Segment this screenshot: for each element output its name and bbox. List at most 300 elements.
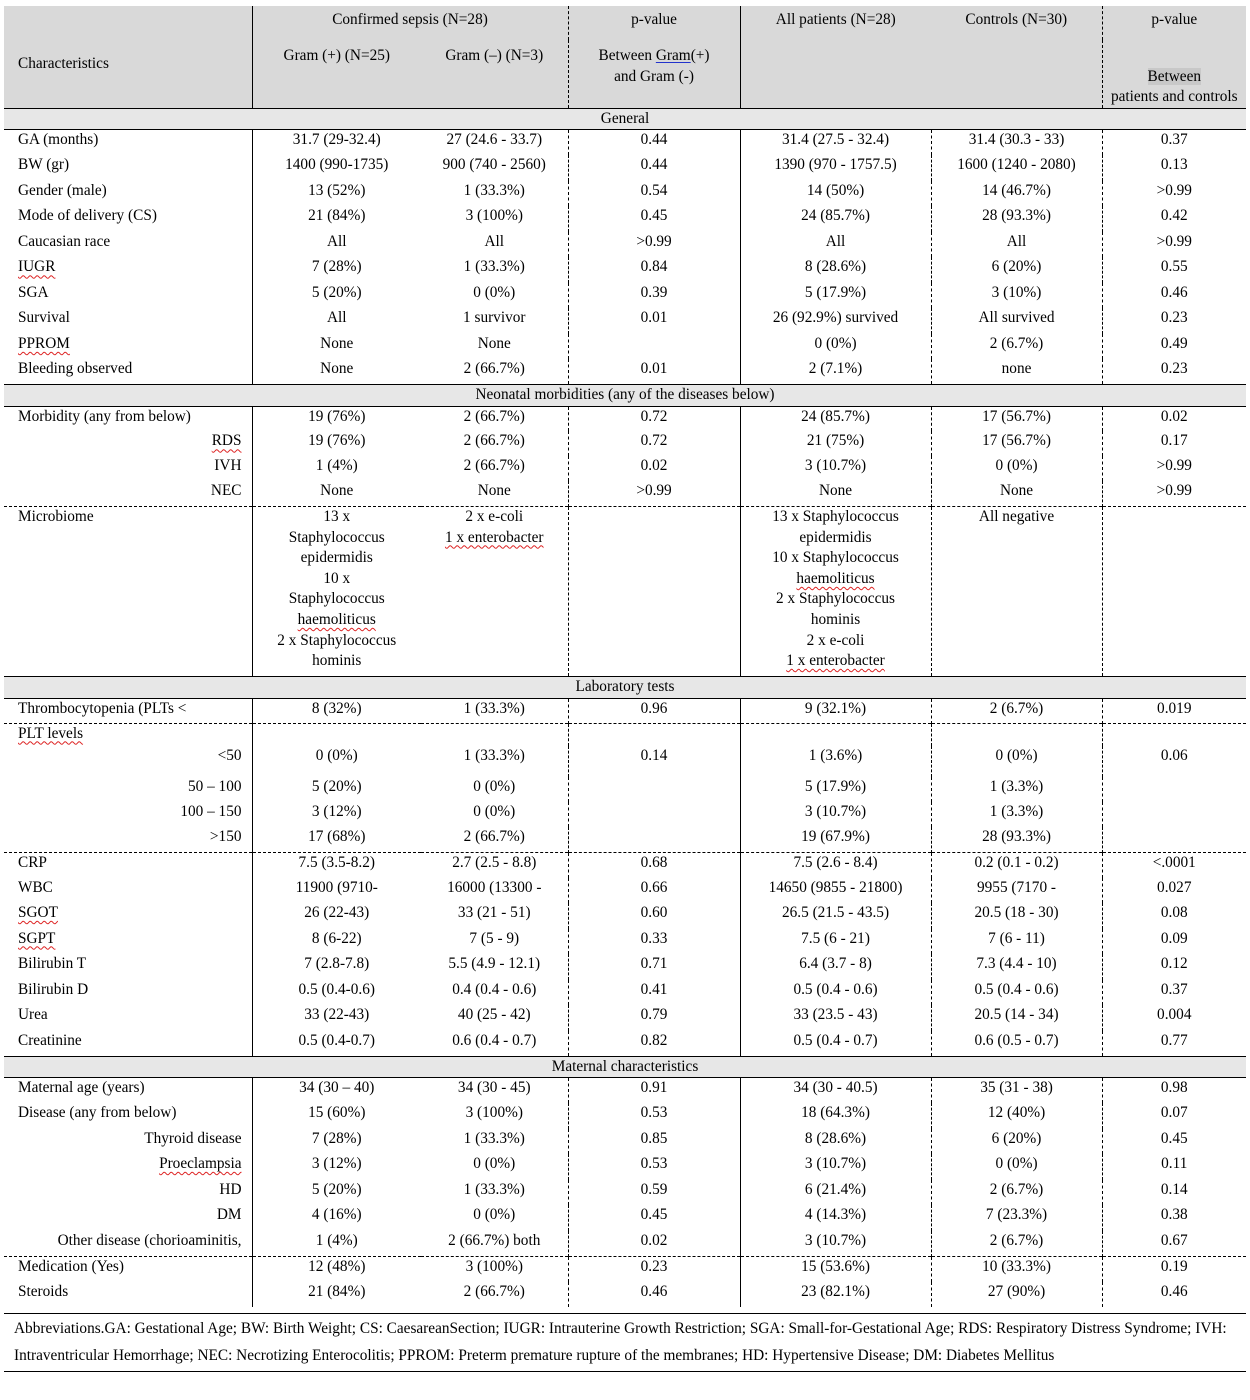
microbiome-line: epidermidis	[300, 549, 373, 567]
gram-negative-cell: 2.7 (2.5 - 8.8)	[421, 852, 568, 878]
gram-positive-cell: 21 (84%)	[252, 1282, 421, 1308]
controls-cell: 0 (0%)	[931, 746, 1102, 777]
gram-positive-cell: None	[252, 359, 421, 385]
pvalue-gram-cell: 0.60	[568, 903, 740, 929]
pvalue-gram-cell: 0.46	[568, 1282, 740, 1308]
table-row	[4, 723, 1246, 746]
pvalue-controls-cell: 0.55	[1102, 257, 1246, 283]
gram-negative-cell: All	[484, 232, 505, 250]
pvalue-gram-cell: >0.99	[568, 481, 740, 506]
pvalue-controls-cell: 0.019	[1102, 698, 1246, 723]
gram-positive-cell: 15 (60%)	[252, 1103, 421, 1129]
row-label: <50	[217, 747, 242, 765]
controls-cell: none	[931, 359, 1102, 385]
all-patients-cell: 6.4 (3.7 - 8)	[740, 954, 931, 980]
pvalue-gram-cell: 0.91	[568, 1078, 740, 1104]
pvalue-gram-cell: 0.72	[568, 431, 740, 456]
all-patients-cell: 26 (92.9%) survived	[740, 308, 931, 334]
table-row	[4, 746, 1246, 777]
pvalue-controls-cell: 0.11	[1102, 1154, 1246, 1180]
gram-negative-cell: 1 survivor	[463, 309, 526, 327]
all-patients-cell: 5 (17.9%)	[740, 777, 931, 802]
microbiome-line: epidermidis	[799, 528, 872, 546]
gram-negative-cell	[421, 506, 568, 676]
gram-negative-cell: 1 (33.3%)	[463, 258, 525, 276]
row-label: SGA	[18, 283, 49, 301]
controls-cell: 2 (6.7%)	[931, 1180, 1102, 1206]
table-row	[4, 1205, 1246, 1231]
pvalue-controls-cell: 0.77	[1102, 1031, 1246, 1057]
controls-cell: 9955 (7170 -	[931, 878, 1102, 904]
all-patients-cell: 8 (28.6%)	[740, 1129, 931, 1155]
gram-positive-cell: 0.5 (0.4-0.7)	[252, 1031, 421, 1057]
row-label: 100 – 150	[180, 803, 242, 821]
pvalue-gram-cell: 0.02	[568, 456, 740, 481]
gram-negative-cell: 2 (66.7%)	[463, 432, 525, 450]
pvalue-gram-cell: 0.79	[568, 1005, 740, 1031]
section-title: Maternal characteristics	[4, 1056, 1246, 1078]
controls-cell: 0.6 (0.5 - 0.7)	[931, 1031, 1102, 1057]
microbiome-line: haemoliticus	[297, 610, 376, 628]
gram-positive-cell: 8 (6-22)	[252, 929, 421, 955]
gram-positive-cell: 31.7 (29-32.4)	[252, 130, 421, 156]
pvalue-controls-cell: 0.37	[1102, 130, 1246, 156]
row-label	[4, 334, 252, 360]
controls-cell: 2 (6.7%)	[931, 698, 1102, 723]
table-row	[4, 334, 1246, 360]
controls-cell: 7 (6 - 11)	[931, 929, 1102, 955]
controls-cell: 7 (23.3%)	[931, 1205, 1102, 1231]
pvalue-controls-cell: >0.99	[1102, 456, 1246, 481]
all-patients-cell: 3 (10.7%)	[740, 456, 931, 481]
gram-positive-cell: 19 (76%)	[252, 431, 421, 456]
row-label	[4, 929, 252, 955]
empty-cell	[1102, 723, 1246, 746]
row-label: 50 – 100	[187, 778, 242, 796]
pvalue-controls-cell	[1102, 777, 1246, 802]
table-row	[4, 802, 1246, 827]
controls-cell: 1 (3.3%)	[931, 802, 1102, 827]
controls-cell: 2 (6.7%)	[931, 1231, 1102, 1257]
section-header	[4, 1056, 1246, 1078]
microbiome-line: 2 x e-coli	[806, 631, 865, 649]
controls-cell: 17 (56.7%)	[931, 406, 1102, 431]
row-label-text: RDS	[211, 432, 242, 450]
pvalue-controls-cell: 0.45	[1102, 1129, 1246, 1155]
table-row	[4, 1005, 1246, 1031]
pvalue-controls-cell: 0.004	[1102, 1005, 1246, 1031]
abbreviations-footnote: Abbreviations.GA: Gestational Age; BW: Birth Weight; CS: CaesareanSection; IUGR: Intrauterine Growth Restriction; SGA: Small-for-Gestational Age; RDS: Respiratory Distress Syndrome; IVH: Intraventricular Hemorrhage; NEC: Necrotizing Enterocolitis; PPROM: Preterm premature rupture of the membranes; HD: Hypertensive Disease; DM: Diabetes Mellitus	[4, 1313, 1246, 1372]
controls-cell: All negative	[931, 506, 1102, 676]
pvalue-controls-cell: 0.13	[1102, 155, 1246, 181]
table-row	[4, 878, 1246, 904]
gram-negative-cell: 33 (21 - 51)	[457, 904, 531, 922]
pvalue-gram-cell: 0.01	[568, 359, 740, 385]
gram-negative-cell: 40 (25 - 42)	[457, 1006, 531, 1024]
table-row	[4, 232, 1246, 258]
row-label	[4, 1154, 252, 1180]
all-patients-cell: 1 (3.6%)	[740, 746, 931, 777]
gram-positive-cell: 0 (0%)	[252, 746, 421, 777]
gram-negative-cell: 1 (33.3%)	[463, 1180, 525, 1198]
pvalue-gram-cell: 0.33	[568, 929, 740, 955]
gram-positive-cell: 3 (12%)	[252, 802, 421, 827]
controls-cell: 28 (93.3%)	[931, 827, 1102, 852]
controls-cell: 35 (31 - 38)	[931, 1078, 1102, 1104]
pvalue-gram-cell: 0.45	[568, 206, 740, 232]
header-pvalue-controls-sub: Between patients and controls	[1102, 40, 1246, 108]
table-row	[4, 1180, 1246, 1206]
pvalue-controls-cell	[1102, 802, 1246, 827]
header-pvalue-controls: p-value	[1102, 6, 1246, 40]
controls-cell: 0 (0%)	[931, 456, 1102, 481]
row-label: BW (gr)	[18, 156, 70, 174]
row-label-text: PLT levels	[18, 724, 84, 742]
microbiome-line: 13 x Staphylococcus	[772, 507, 899, 525]
table-row	[4, 980, 1246, 1006]
all-patients-cell: 18 (64.3%)	[740, 1103, 931, 1129]
pvalue-gram-cell: 0.44	[568, 155, 740, 181]
pvalue-gram-cell: 0.14	[568, 746, 740, 777]
header-characteristics: Characteristics	[4, 6, 252, 108]
row-label-text: SGPT	[18, 929, 56, 947]
row-label: GA (months)	[4, 130, 252, 156]
gram-positive-cell: 7 (28%)	[252, 1129, 421, 1155]
pvalue-controls-cell: 0.06	[1102, 746, 1246, 777]
pvalue-controls-cell: <.0001	[1102, 852, 1246, 878]
gram-positive-cell: 17 (68%)	[252, 827, 421, 852]
row-label	[4, 723, 252, 746]
gram-negative-cell: 0 (0%)	[473, 1206, 516, 1224]
row-label	[4, 431, 252, 456]
pvalue-gram-cell: 0.45	[568, 1205, 740, 1231]
section-header	[4, 676, 1246, 698]
gram-negative-cell: 1 (33.3%)	[463, 181, 525, 199]
row-label: Gender (male)	[18, 181, 107, 199]
gram-positive-cell: 8 (32%)	[252, 698, 421, 723]
table-row	[4, 954, 1246, 980]
pvalue-controls-cell: 0.02	[1102, 406, 1246, 431]
pvalue-controls-cell: 0.49	[1102, 334, 1246, 360]
table-row	[4, 903, 1246, 929]
controls-cell: 2 (6.7%)	[931, 334, 1102, 360]
controls-cell: 20.5 (18 - 30)	[931, 903, 1102, 929]
gram-negative-cell: 5.5 (4.9 - 12.1)	[448, 955, 541, 973]
controls-cell: 12 (40%)	[931, 1103, 1102, 1129]
row-label: Urea	[18, 1006, 48, 1024]
controls-cell: All	[931, 232, 1102, 258]
empty-cell	[568, 723, 740, 746]
microbiome-line: 2 x Staphylococcus	[277, 631, 397, 649]
all-patients-cell: 9 (32.1%)	[740, 698, 931, 723]
pvalue-controls-cell: 0.14	[1102, 1180, 1246, 1206]
row-label	[4, 257, 252, 283]
all-patients-cell: 3 (10.7%)	[740, 802, 931, 827]
pvalue-controls-cell: 0.23	[1102, 359, 1246, 385]
all-patients-cell: 6 (21.4%)	[740, 1180, 931, 1206]
gram-positive-cell: None	[252, 334, 421, 360]
pvalue-controls-cell: >0.99	[1102, 481, 1246, 506]
gram-negative-cell: 2 (66.7%)	[463, 1282, 525, 1300]
table-row	[4, 155, 1246, 181]
row-label-text: PPROM	[18, 334, 70, 352]
pvalue-controls-cell: 0.37	[1102, 980, 1246, 1006]
pvalue-gram-cell: 0.66	[568, 878, 740, 904]
gram-negative-cell: 2 (66.7%) both	[448, 1231, 541, 1249]
gram-positive-cell: 7.5 (3.5-8.2)	[252, 852, 421, 878]
microbiome-line: 13 x	[323, 507, 351, 525]
gram-negative-cell: 0.6 (0.4 - 0.7)	[452, 1031, 537, 1049]
pvalue-gram-cell: 0.02	[568, 1231, 740, 1257]
row-label: Steroids	[18, 1282, 69, 1300]
pvalue-gram-cell	[568, 827, 740, 852]
section-header	[4, 108, 1246, 130]
row-label: Thrombocytopenia (PLTs <	[18, 699, 187, 717]
pvalue-controls-cell: 0.09	[1102, 929, 1246, 955]
pvalue-gram-cell: 0.71	[568, 954, 740, 980]
gram-positive-cell	[252, 506, 421, 676]
table-row	[4, 206, 1246, 232]
controls-cell: 17 (56.7%)	[931, 431, 1102, 456]
all-patients-cell: 14650 (9855 - 21800)	[740, 878, 931, 904]
gram-positive-cell: 7 (2.8-7.8)	[252, 954, 421, 980]
pvalue-gram-cell: 0.72	[568, 406, 740, 431]
header-gram-negative: Gram (–) (N=3)	[421, 40, 568, 108]
pvalue-gram-cell	[568, 334, 740, 360]
row-label: Medication (Yes)	[4, 1256, 252, 1282]
gram-negative-cell: 2 (66.7%)	[463, 828, 525, 846]
all-patients-cell: None	[740, 481, 931, 506]
gram-negative-cell: 1 (33.3%)	[463, 747, 525, 765]
all-patients-cell: 23 (82.1%)	[740, 1282, 931, 1308]
controls-cell: 10 (33.3%)	[931, 1256, 1102, 1282]
table-row	[4, 1231, 1246, 1257]
header-gram-positive: Gram (+) (N=25)	[252, 40, 421, 108]
all-patients-cell: 0.5 (0.4 - 0.6)	[740, 980, 931, 1006]
pvalue-gram-cell: 0.96	[568, 698, 740, 723]
gram-positive-cell: 13 (52%)	[252, 181, 421, 207]
controls-cell: 1600 (1240 - 2080)	[931, 155, 1102, 181]
gram-positive-cell: 34 (30 – 40)	[252, 1078, 421, 1104]
empty-cell	[421, 723, 568, 746]
gram-negative-cell: 3 (100%)	[421, 1256, 568, 1282]
microbiome-line: 2 x Staphylococcus	[776, 590, 895, 608]
table-row	[4, 481, 1246, 506]
pvalue-controls-cell: 0.12	[1102, 954, 1246, 980]
gram-negative-cell: 2 (66.7%)	[463, 407, 525, 425]
controls-cell: 7.3 (4.4 - 10)	[931, 954, 1102, 980]
header-all-patients: All patients (N=28)	[740, 6, 931, 40]
pvalue-controls-cell: 0.98	[1102, 1078, 1246, 1104]
controls-cell: 20.5 (14 - 34)	[931, 1005, 1102, 1031]
pvalue-gram-cell: 0.54	[568, 181, 740, 207]
pvalue-controls-cell	[1102, 827, 1246, 852]
row-label-text: IUGR	[18, 258, 56, 276]
microbiome-line: 1 x enterobacter	[786, 652, 885, 670]
header-controls: Controls (N=30)	[931, 6, 1102, 40]
all-patients-cell: 4 (14.3%)	[740, 1205, 931, 1231]
all-patients-cell: 7.5 (6 - 21)	[740, 929, 931, 955]
pvalue-gram-cell: 0.85	[568, 1129, 740, 1155]
controls-cell: 31.4 (30.3 - 33)	[931, 130, 1102, 156]
section-title: Neonatal morbidities (any of the diseases below)	[4, 385, 1246, 407]
controls-cell: All survived	[931, 308, 1102, 334]
row-label: >150	[209, 828, 242, 846]
controls-cell: 27 (90%)	[931, 1282, 1102, 1308]
table-row	[4, 1282, 1246, 1308]
controls-cell: 6 (20%)	[931, 1129, 1102, 1155]
pvalue-controls-cell: >0.99	[1102, 181, 1246, 207]
row-label: CRP	[4, 852, 252, 878]
row-label-text: Proeclampsia	[159, 1155, 242, 1173]
table-row	[4, 456, 1246, 481]
gram-positive-cell: 4 (16%)	[252, 1205, 421, 1231]
pvalue-gram-cell: 0.82	[568, 1031, 740, 1057]
gram-positive-cell: 33 (22-43)	[252, 1005, 421, 1031]
all-patients-cell: 1390 (970 - 1757.5)	[740, 155, 931, 181]
all-patients-cell: 7.5 (2.6 - 8.4)	[740, 852, 931, 878]
row-label: Disease (any from below)	[18, 1104, 177, 1122]
pvalue-gram-cell: 0.53	[568, 1154, 740, 1180]
gram-positive-cell: 19 (76%)	[252, 406, 421, 431]
gram-positive-cell: All	[252, 308, 421, 334]
gram-positive-cell: 26 (22-43)	[252, 903, 421, 929]
header-confirmed-sepsis: Confirmed sepsis (N=28)	[252, 6, 568, 40]
gram-negative-cell: 3 (100%)	[465, 1104, 523, 1122]
pvalue-controls-cell: 0.42	[1102, 206, 1246, 232]
gram-positive-cell: All	[252, 232, 421, 258]
gram-positive-cell: 7 (28%)	[252, 257, 421, 283]
table-row	[4, 777, 1246, 802]
controls-cell: 14 (46.7%)	[931, 181, 1102, 207]
gram-negative-cell: 3 (100%)	[465, 207, 523, 225]
pvalue-controls-cell: 0.17	[1102, 431, 1246, 456]
row-label: Microbiome	[4, 506, 252, 676]
microbiome-line: 10 x	[323, 569, 351, 587]
row-label: Caucasian race	[18, 232, 111, 250]
microbiome-line: hominis	[810, 610, 861, 628]
pvalue-controls-cell	[1102, 506, 1246, 676]
pvalue-controls-cell: 0.38	[1102, 1205, 1246, 1231]
gram-negative-cell: 0 (0%)	[473, 803, 516, 821]
gram-negative-cell: None	[477, 334, 511, 352]
row-label: Bleeding observed	[18, 360, 133, 378]
microbiome-line: 2 x e-coli	[465, 507, 524, 525]
gram-negative-cell: 2 (66.7%)	[463, 457, 525, 475]
pvalue-controls-cell: 0.027	[1102, 878, 1246, 904]
row-label: DM	[216, 1206, 242, 1224]
table-row	[4, 431, 1246, 456]
table-row	[4, 1103, 1246, 1129]
empty-cell	[252, 723, 421, 746]
table-row	[4, 130, 1246, 156]
pvalue-gram-cell	[568, 506, 740, 676]
gram-positive-cell: 3 (12%)	[252, 1154, 421, 1180]
microbiome-line: Staphylococcus	[288, 528, 385, 546]
empty-cell	[931, 723, 1102, 746]
gram-negative-cell: 2 (66.7%)	[463, 360, 525, 378]
all-patients-cell: 19 (67.9%)	[740, 827, 931, 852]
table-row	[4, 181, 1246, 207]
row-label: IVH	[214, 457, 242, 475]
all-patients-cell: 26.5 (21.5 - 43.5)	[740, 903, 931, 929]
all-patients-cell: 24 (85.7%)	[740, 406, 931, 431]
pvalue-gram-cell: 0.44	[568, 130, 740, 156]
gram-negative-cell: 34 (30 - 45)	[457, 1079, 531, 1097]
gram-negative-cell: 7 (5 - 9)	[469, 929, 520, 947]
all-patients-cell: 14 (50%)	[740, 181, 931, 207]
pvalue-gram-cell: >0.99	[568, 232, 740, 258]
row-label: Thyroid disease	[144, 1129, 242, 1147]
row-label: Bilirubin T	[18, 955, 87, 973]
row-label: Other disease (chorioaminitis,	[57, 1231, 242, 1249]
all-patients-cell: 15 (53.6%)	[740, 1256, 931, 1282]
controls-cell: 0.2 (0.1 - 0.2)	[931, 852, 1102, 878]
pvalue-gram-cell: 0.41	[568, 980, 740, 1006]
gram-positive-cell: 1 (4%)	[252, 456, 421, 481]
all-patients-cell: 3 (10.7%)	[740, 1154, 931, 1180]
all-patients-cell: All	[740, 232, 931, 258]
pvalue-controls-cell: 0.46	[1102, 283, 1246, 309]
all-patients-cell: 31.4 (27.5 - 32.4)	[740, 130, 931, 156]
header-pvalue-gram-sub: Between Gram(+) and Gram (-)	[568, 40, 740, 108]
row-label: Morbidity (any from below)	[18, 407, 191, 425]
row-label: Maternal age (years)	[18, 1079, 145, 1097]
all-patients-cell: 2 (7.1%)	[740, 359, 931, 385]
pvalue-controls-cell: >0.99	[1102, 232, 1246, 258]
all-patients-cell: 21 (75%)	[740, 431, 931, 456]
gram-positive-cell: None	[252, 481, 421, 506]
section-header	[4, 385, 1246, 407]
all-patients-cell: 34 (30 - 40.5)	[740, 1078, 931, 1104]
gram-negative-cell: 16000 (13300 -	[447, 878, 542, 896]
gram-negative-cell: 0 (0%)	[473, 778, 516, 796]
gram-positive-cell: 1 (4%)	[252, 1231, 421, 1257]
row-label: WBC	[18, 878, 53, 896]
gram-positive-cell: 11900 (9710-	[252, 878, 421, 904]
pvalue-gram-cell	[568, 777, 740, 802]
table-row	[4, 1154, 1246, 1180]
microbiome-line: haemoliticus	[796, 569, 875, 587]
pvalue-gram-cell	[568, 802, 740, 827]
pvalue-gram-cell: 0.68	[568, 852, 740, 878]
all-patients-cell	[740, 506, 931, 676]
table-row	[4, 308, 1246, 334]
table-row	[4, 506, 1246, 676]
pvalue-controls-cell: 0.67	[1102, 1231, 1246, 1257]
gram-negative-cell: 0.4 (0.4 - 0.6)	[452, 980, 537, 998]
all-patients-cell: 0.5 (0.4 - 0.7)	[740, 1031, 931, 1057]
gram-positive-cell: 5 (20%)	[252, 283, 421, 309]
row-label-text: SGOT	[18, 904, 58, 922]
controls-cell: 6 (20%)	[931, 257, 1102, 283]
gram-negative-cell: None	[477, 482, 511, 500]
row-label: Mode of delivery (CS)	[18, 207, 157, 225]
section-title: General	[4, 108, 1246, 130]
all-patients-cell: 3 (10.7%)	[740, 1231, 931, 1257]
microbiome-line: 10 x Staphylococcus	[772, 549, 899, 567]
gram-positive-cell: 1400 (990-1735)	[252, 155, 421, 181]
microbiome-line: hominis	[312, 652, 362, 670]
empty-cell	[740, 723, 931, 746]
microbiome-line: 1 x enterobacter	[444, 528, 544, 546]
table-row	[4, 283, 1246, 309]
controls-cell: 0 (0%)	[931, 1154, 1102, 1180]
row-label: HD	[219, 1180, 242, 1198]
gram-positive-cell: 5 (20%)	[252, 1180, 421, 1206]
pvalue-gram-cell: 0.84	[568, 257, 740, 283]
all-patients-cell: 33 (23.5 - 43)	[740, 1005, 931, 1031]
